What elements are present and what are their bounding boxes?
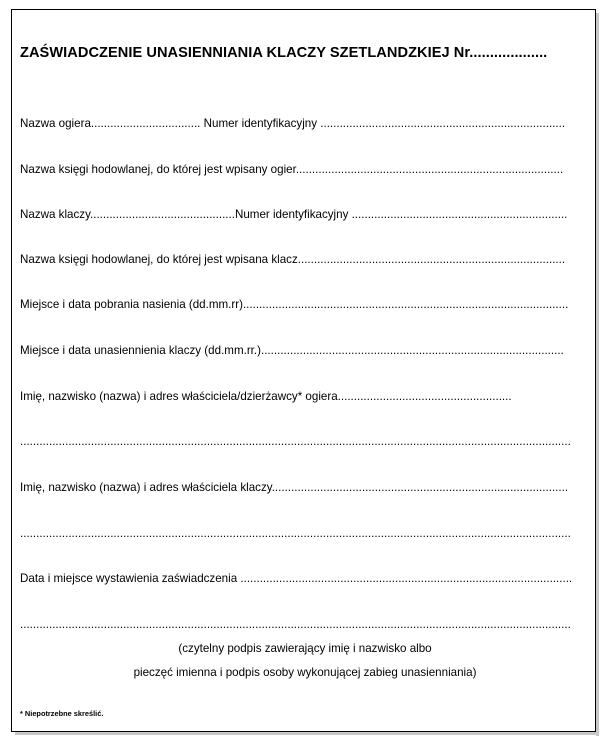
signature-line: ........................................................................................................................................................................... xyxy=(20,618,571,631)
field-semen-collection: Miejsce i data pobrania nasienia (dd.mm.rr)..................................................................................................... xyxy=(20,298,569,311)
frame-shadow-bottom xyxy=(15,732,599,735)
field-stallion-name: Nazwa ogiera.................................. Numer identyfikacyjny ............................................................................ xyxy=(20,117,566,130)
field-mare-name: Nazwa klaczy.............................................Numer identyfikacyjny ................................................................... xyxy=(20,208,568,221)
field-stallion-owner-continuation: ........................................................................................................................................................................... xyxy=(20,435,571,448)
footnote: * Niepotrzebne skreślić. xyxy=(20,709,104,718)
field-issue-date-place: Data i miejsce wystawienia zaświadczenia ....................................................................................................... xyxy=(20,572,573,585)
signature-note-line-2: pieczęć imienna i podpis osoby wykonującej zabieg unasienniania) xyxy=(133,666,477,679)
field-stallion-studbook: Nazwa księgi hodowlanej, do której jest wpisany ogier................................................................................... xyxy=(20,163,564,176)
signature-note-line-1: (czytelny podpis zawierający imię i nazwisko albo xyxy=(178,642,432,655)
field-mare-owner-continuation: ........................................................................................................................................................................... xyxy=(20,527,571,540)
field-mare-owner: Imię, nazwisko (nazwa) i adres właściciela klaczy............................................................................................ xyxy=(20,481,569,494)
field-stallion-owner: Imię, nazwisko (nazwa) i adres właściciela/dzierżawcy* ogiera...................................................... xyxy=(20,390,512,403)
document-title: ZAŚWIADCZENIE UNASIENNIANIA KLACZY SZETLANDZKIEJ Nr................... xyxy=(20,45,548,61)
field-mare-studbook: Nazwa księgi hodowlanej, do której jest wpisana klacz................................................................................... xyxy=(20,253,566,266)
frame-shadow-right xyxy=(596,13,599,736)
field-insemination-date: Miejsce i data unasiennienia klaczy (dd.mm.rr.).............................................................................................. xyxy=(20,344,564,357)
